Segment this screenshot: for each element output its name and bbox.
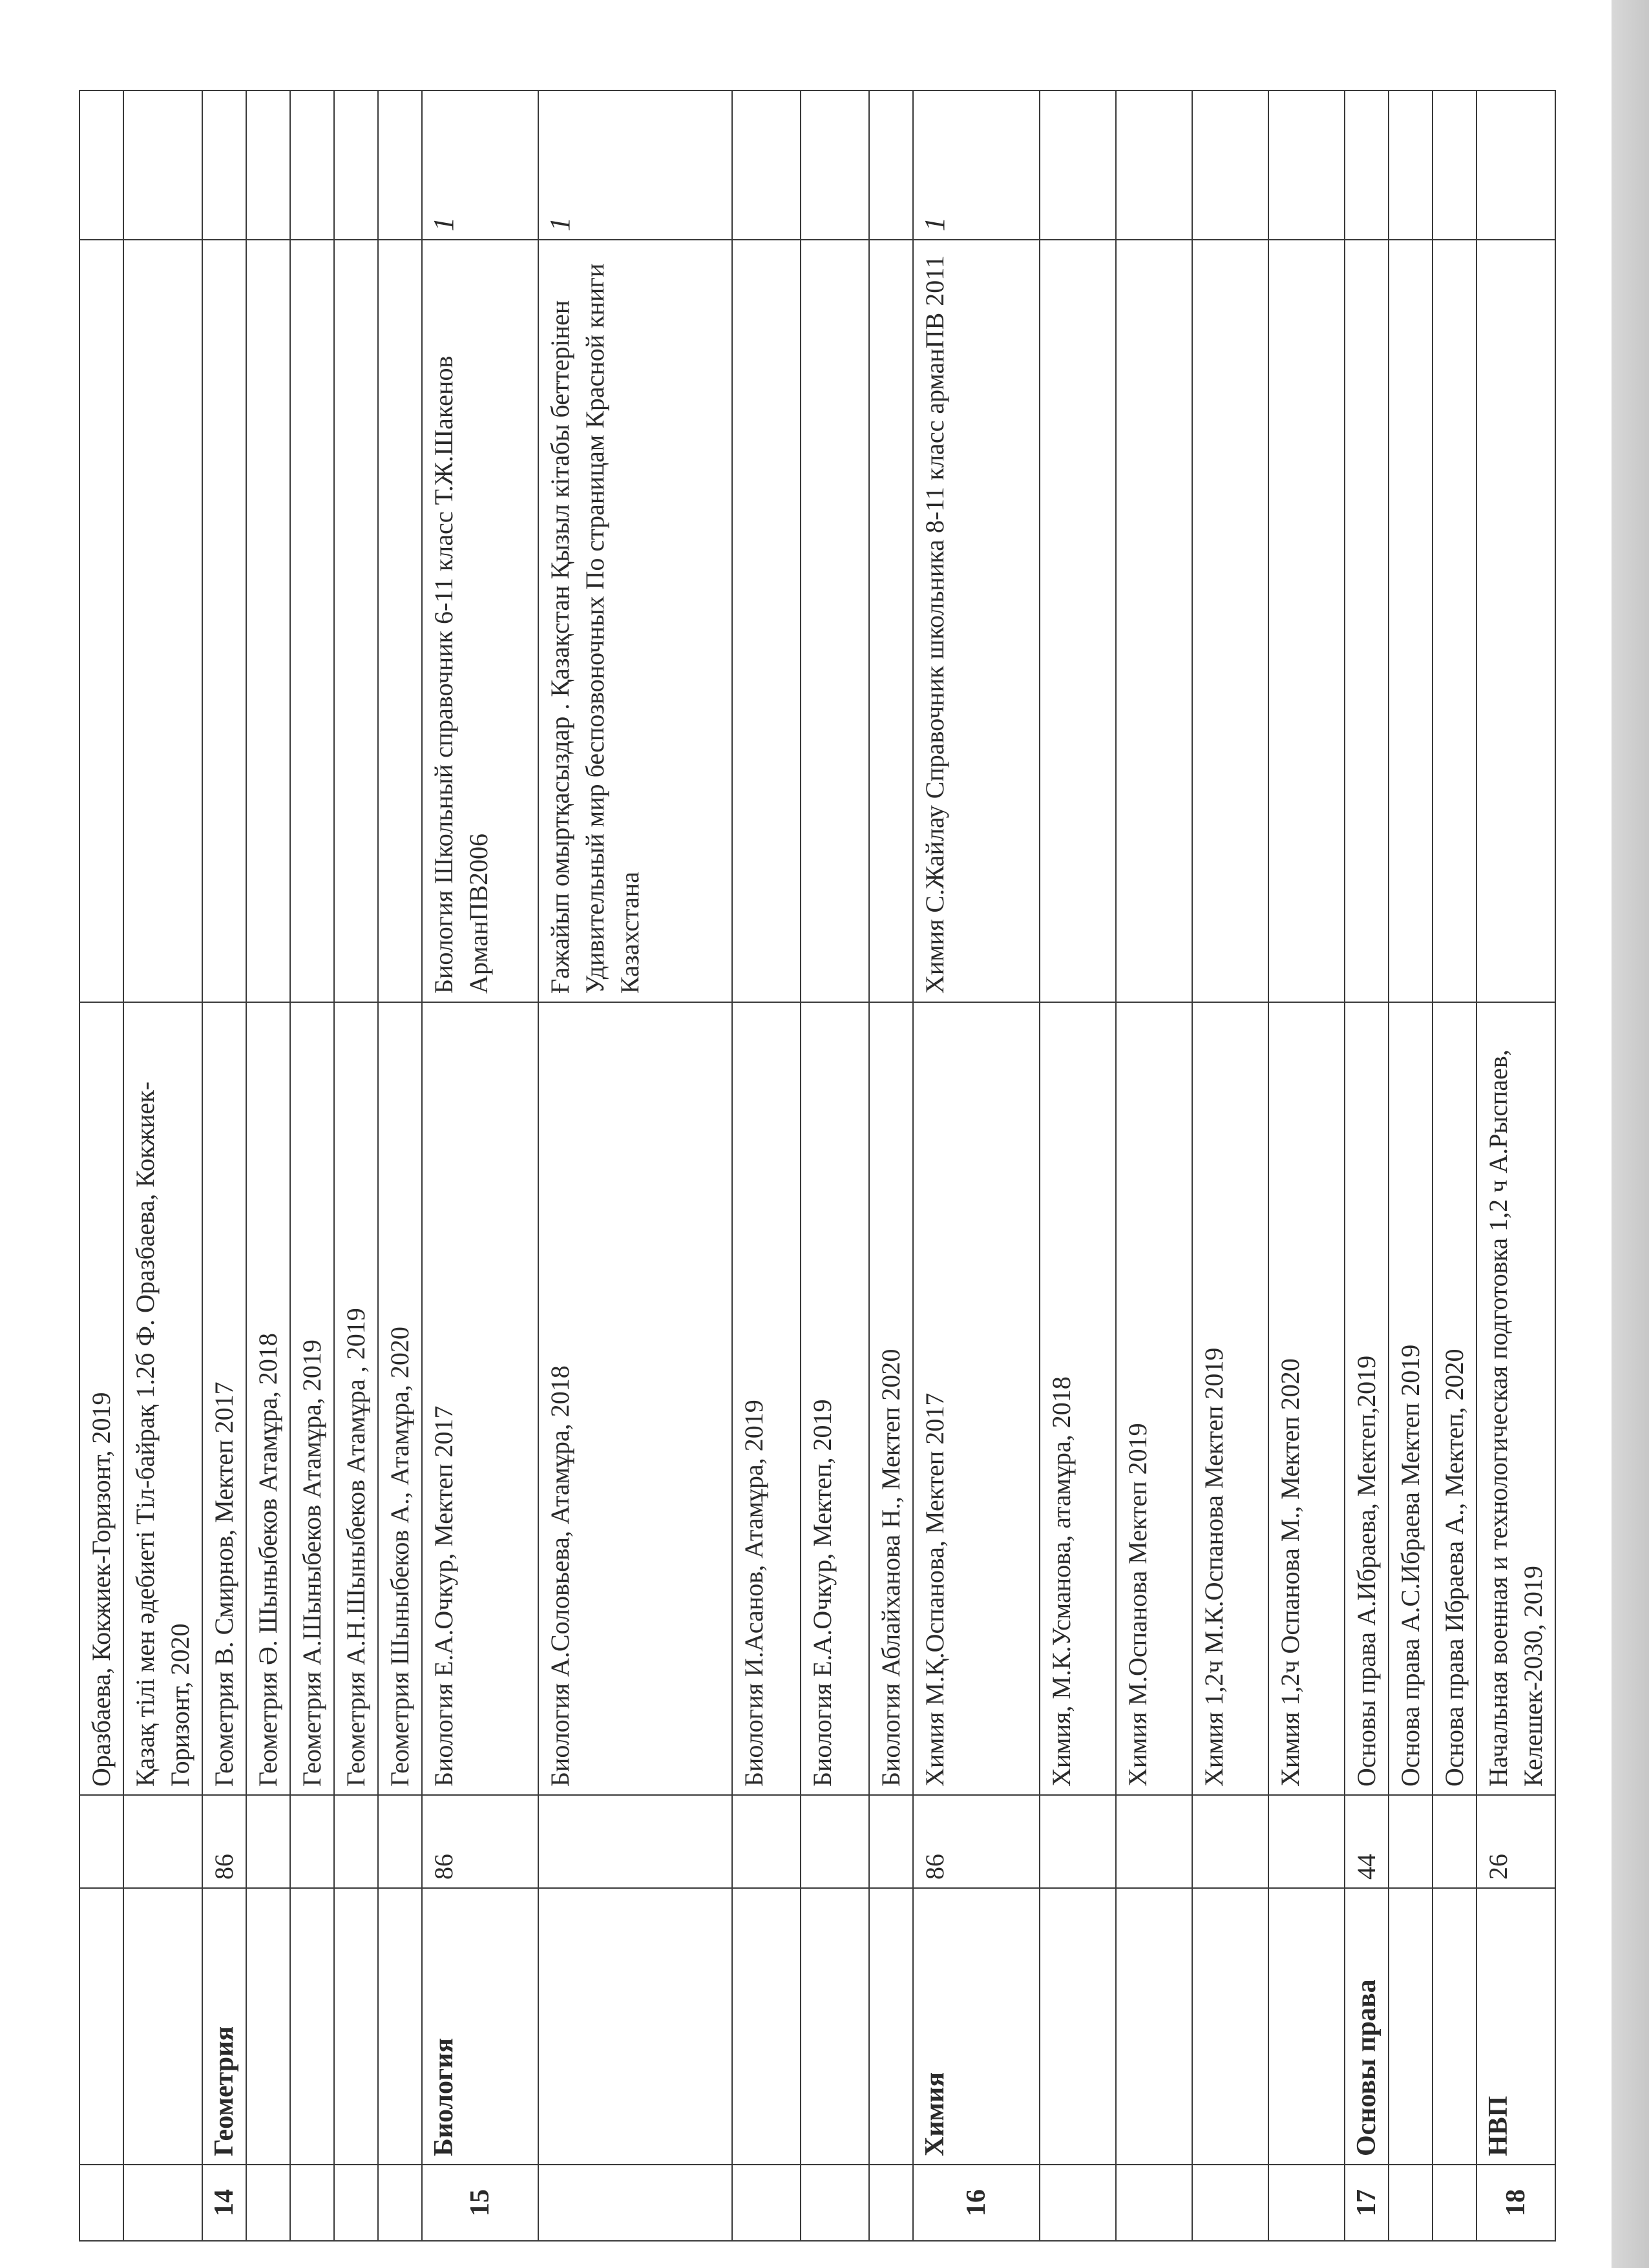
table-row: [1268, 90, 1345, 2241]
quantity: [79, 1795, 123, 1888]
quantity: [1192, 1795, 1268, 1888]
subject-name: [79, 1888, 123, 2165]
row-number: [538, 2165, 732, 2241]
quantity: [1116, 1795, 1192, 1888]
extra-literature: [378, 240, 422, 1002]
row-number: 15: [422, 2165, 538, 2241]
row-number: [1192, 2165, 1268, 2241]
count-mark: [1345, 90, 1389, 240]
row-number: 17: [1345, 2165, 1389, 2241]
textbook-entry: Химия, М.К.Усманова, атамұра, 2018: [1040, 1002, 1116, 1795]
table-row: [290, 90, 334, 2241]
subject-name: [290, 1888, 334, 2165]
subject-name: Основы права: [1345, 1888, 1389, 2165]
count-mark: 1: [538, 90, 732, 240]
quantity: 86: [913, 1795, 1040, 1888]
row-number: 18: [1476, 2165, 1555, 2241]
count-mark: [202, 90, 246, 240]
extra-literature: Биология Школьный справочник 6-11 класс Т.Ж.Шакенов АрманПВ2006: [422, 240, 538, 1002]
quantity: [290, 1795, 334, 1888]
subject-name: [1268, 1888, 1345, 2165]
table-row: [1433, 90, 1476, 2241]
extra-literature: [290, 240, 334, 1002]
row-number: [869, 2165, 913, 2241]
table-row: [732, 90, 801, 2241]
subject-name: [1192, 1888, 1268, 2165]
extra-literature: [1268, 240, 1345, 1002]
textbook-entry: Химия М.Қ.Оспанова, Мектеп 2017: [913, 1002, 1040, 1795]
table-row: [801, 90, 869, 2241]
quantity: [1040, 1795, 1116, 1888]
count-mark: [1040, 90, 1116, 240]
table-row: [422, 90, 538, 2241]
quantity: 44: [1345, 1795, 1389, 1888]
subject-name: Химия: [913, 1888, 1040, 2165]
quantity: 26: [1476, 1795, 1555, 1888]
row-number: [378, 2165, 422, 2241]
extra-literature: [334, 240, 378, 1002]
count-mark: [123, 90, 202, 240]
subject-name: [1040, 1888, 1116, 2165]
count-mark: [334, 90, 378, 240]
extra-literature: Химия С.Жайлау Справочник школьника 8-11 класс арманПВ 2011: [913, 240, 1040, 1002]
row-number: 16: [913, 2165, 1040, 2241]
count-mark: 1: [913, 90, 1040, 240]
count-mark: [1433, 90, 1476, 240]
rotated-page: [79, 91, 1548, 2242]
table-row: [1476, 90, 1555, 2241]
subject-name: [1116, 1888, 1192, 2165]
table-row: [79, 90, 123, 2241]
count-mark: [1116, 90, 1192, 240]
count-mark: [1389, 90, 1433, 240]
subject-name: [378, 1888, 422, 2165]
table-row: [334, 90, 378, 2241]
extra-literature: [1116, 240, 1192, 1002]
extra-literature: [1040, 240, 1116, 1002]
table-row: [869, 90, 913, 2241]
quantity: [123, 1795, 202, 1888]
subject-name: [801, 1888, 869, 2165]
extra-literature: [1345, 240, 1389, 1002]
quantity: [1268, 1795, 1345, 1888]
textbook-entry: Геометрия В. Смирнов, Мектеп 2017: [202, 1002, 246, 1795]
quantity: [801, 1795, 869, 1888]
table-row: [1116, 90, 1192, 2241]
textbook-entry: Биология А.Соловьева, Атамұра, 2018: [538, 1002, 732, 1795]
extra-literature: [202, 240, 246, 1002]
count-mark: [869, 90, 913, 240]
textbook-entry: Основа права А.С.Ибраева Мектеп 2019: [1389, 1002, 1433, 1795]
quantity: [538, 1795, 732, 1888]
subject-name: [1389, 1888, 1433, 2165]
table-row: [123, 90, 202, 2241]
subject-name: [334, 1888, 378, 2165]
quantity: 86: [202, 1795, 246, 1888]
quantity: 86: [422, 1795, 538, 1888]
extra-literature: [801, 240, 869, 1002]
row-number: [79, 2165, 123, 2241]
textbook-entry: Химия 1,2ч Оспанова М., Мектеп 2020: [1268, 1002, 1345, 1795]
row-number: [801, 2165, 869, 2241]
table-row: [246, 90, 290, 2241]
row-number: [732, 2165, 801, 2241]
count-mark: [1476, 90, 1555, 240]
count-mark: [801, 90, 869, 240]
row-number: 14: [202, 2165, 246, 2241]
extra-literature: [869, 240, 913, 1002]
table-row: [378, 90, 422, 2241]
row-number: [290, 2165, 334, 2241]
extra-literature: [732, 240, 801, 1002]
subject-name: Биология: [422, 1888, 538, 2165]
subject-name: Геометрия: [202, 1888, 246, 2165]
textbook-entry: Биология И.Асанов, Атамұра, 2019: [732, 1002, 801, 1795]
textbook-entry: Биология Е.А.Очкур, Мектеп 2017: [422, 1002, 538, 1795]
textbook-entry: Основы права А.Ибраева, Мектеп,2019: [1345, 1002, 1389, 1795]
extra-literature: [1192, 240, 1268, 1002]
textbook-entry: Биология Аблайханова Н., Мектеп 2020: [869, 1002, 913, 1795]
textbook-entry: Оразбаева, Кокжиек-Горизонт, 2019: [79, 1002, 123, 1795]
row-number: [1433, 2165, 1476, 2241]
textbook-table: [79, 90, 1556, 2242]
table-row: [202, 90, 246, 2241]
textbook-entry: Химия М.Оспанова Мектеп 2019: [1116, 1002, 1192, 1795]
quantity: [1389, 1795, 1433, 1888]
textbook-entry: Геометрия Ә. Шыныбеков Атамұра, 2018: [246, 1002, 290, 1795]
quantity: [378, 1795, 422, 1888]
extra-literature: [79, 240, 123, 1002]
quantity: [869, 1795, 913, 1888]
count-mark: [246, 90, 290, 240]
subject-name: НВП: [1476, 1888, 1555, 2165]
extra-literature: [1433, 240, 1476, 1002]
scanner-edge: [1612, 0, 1649, 2268]
subject-name: [869, 1888, 913, 2165]
subject-name: [123, 1888, 202, 2165]
quantity: [1433, 1795, 1476, 1888]
count-mark: [79, 90, 123, 240]
subject-name: [246, 1888, 290, 2165]
count-mark: [1192, 90, 1268, 240]
extra-literature: [246, 240, 290, 1002]
count-mark: [290, 90, 334, 240]
textbook-entry: Начальная военная и технологическая подготовка 1,2 ч А.Рыспаев, Келешек-2030, 2019: [1476, 1002, 1555, 1795]
extra-literature: [1476, 240, 1555, 1002]
subject-name: [1433, 1888, 1476, 2165]
textbook-entry: Основа права Ибраева А., Мектеп, 2020: [1433, 1002, 1476, 1795]
row-number: [334, 2165, 378, 2241]
quantity: [334, 1795, 378, 1888]
extra-literature: Ғажайып омыртқасыздар . Қазақстан Қызыл кітабы беттерінен Удивительный мир беспозвоночных По страницам Красной книги Казахстана: [538, 240, 732, 1002]
count-mark: [1268, 90, 1345, 240]
subject-name: [732, 1888, 801, 2165]
quantity: [732, 1795, 801, 1888]
textbook-entry: Химия 1,2ч М.К.Оспанова Мектеп 2019: [1192, 1002, 1268, 1795]
table-row: [913, 90, 1040, 2241]
table-row: [1040, 90, 1116, 2241]
textbook-entry: Геометрия А.Н.Шыныбеков Атамұра , 2019: [334, 1002, 378, 1795]
textbook-entry: Биология Е.А.Очкур, Мектеп, 2019: [801, 1002, 869, 1795]
count-mark: [378, 90, 422, 240]
textbook-entry: Қазақ тілі мен әдебиеті Тіл-байрақ 1.2б Ф. Оразбаева, Кокжиек-Горизонт, 2020: [123, 1002, 202, 1795]
quantity: [246, 1795, 290, 1888]
row-number: [1040, 2165, 1116, 2241]
row-number: [1268, 2165, 1345, 2241]
table-row: [1192, 90, 1268, 2241]
subject-name: [538, 1888, 732, 2165]
textbook-entry: Геометрия Шыныбеков А., Атамұра, 2020: [378, 1002, 422, 1795]
count-mark: [732, 90, 801, 240]
row-number: [123, 2165, 202, 2241]
extra-literature: [1389, 240, 1433, 1002]
count-mark: 1: [422, 90, 538, 240]
row-number: [1116, 2165, 1192, 2241]
table-row: [1345, 90, 1389, 2241]
extra-literature: [123, 240, 202, 1002]
textbook-entry: Геометрия А.Шыныбеков Атамұра, 2019: [290, 1002, 334, 1795]
row-number: [246, 2165, 290, 2241]
table-row: [538, 90, 732, 2241]
row-number: [1389, 2165, 1433, 2241]
table-row: [1389, 90, 1433, 2241]
